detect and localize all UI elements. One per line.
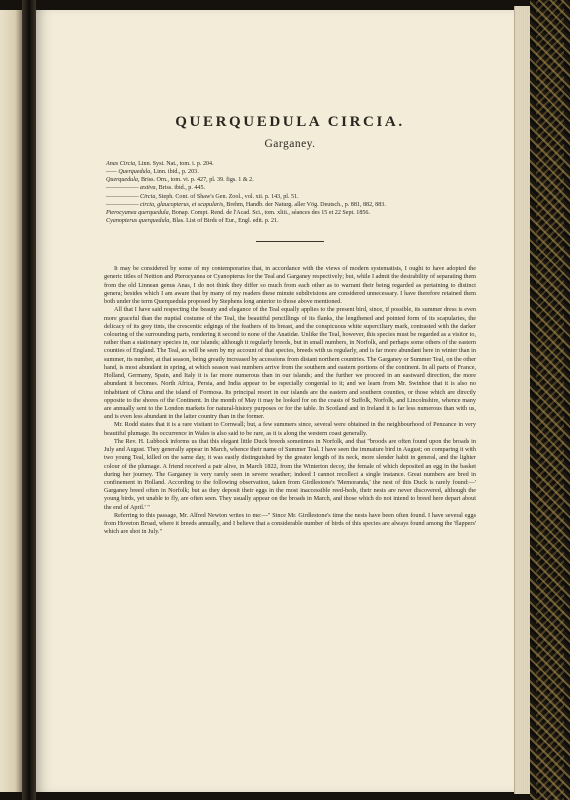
synonym-reference: Briss. ibid., p. 445. [157, 185, 206, 192]
synonym-name: Anas Circia, [106, 161, 137, 167]
book-gutter [22, 0, 36, 800]
paragraph: Referring to this passage, Mr. Alfred Newton writes to me:—" Since Mr. Girdlestone's time the nests have been often found. I have several eggs from Hoveton Broad, where it breeds annually, and I believe that a considerable number of birds of this species are always found among the 'flappers' which are shot in July." [104, 511, 476, 536]
marbled-cover [530, 0, 570, 800]
facing-page-edge [0, 10, 22, 792]
synonym-entry [106, 193, 478, 201]
synonym-entry [106, 217, 478, 225]
synonym-reference: Linn. ibid., p. 203. [151, 169, 199, 176]
page-content [104, 114, 476, 536]
section-divider [256, 241, 324, 242]
synonym-name: Pterocyanea querquedula, [106, 209, 171, 216]
synonym-name: —— Querquedula, [106, 169, 152, 176]
synonym-reference: Linn. Syst. Nat., tom. i. p. 204. [136, 161, 214, 167]
synonymy-list [106, 160, 478, 225]
synonym-name: —————— Circia, [106, 193, 157, 200]
synonym-entry [106, 184, 478, 192]
paragraph: It may be considered by some of my contemporaries that, in accordance with the views of modern systematists, I ought to have adopted the generic titles of Nettion and Pterocyanea or Cyanopterus for the Teal and Garganey respectively; but, while I admit the desirability of separating them from the old Linnean genus Anas, I do not think they differ so much from each other as to warrant their being regarded as pertaining to distinct genera; besides which I am aware that by many of my readers these minute subdivisions are considered unnecessary. I have therefore retained them both under the term Querquedula proposed by Stephens long anterior to those above mentioned. [104, 265, 476, 306]
synonym-entry [106, 209, 478, 217]
synonym-reference: Blas. List of Birds of Eur., Engl. edit. p. 21. [170, 218, 279, 225]
synonym-entry [106, 160, 478, 168]
synonym-reference: Steph. Cont. of Shaw's Gen. Zool., vol. xii. p. 143, pl. 51. [156, 193, 299, 200]
synonym-entry [106, 168, 478, 176]
paragraph: The Rev. H. Lubbock informs us that this elegant little Duck breeds sometimes in Norfolk, and that "broods are often found upon the broads in July and August. They generally appear in March, whence their name of Summer Teal. I have seen the immature bird in August; on comparing it with two young Teal, killed on the same day, it was easily distinguished by the greater length of its neck, more slender habit in general, and the lighter colour of the plumage. A friend received a pair alive, in March 1822, from the Winterton decoy, the female of which deposited an egg in the basket during her journey. The Garganey is very rarely seen in severe weather; indeed I cannot recollect a single instance. Great numbers are bred in confinement in Holland. According to the following observation, taken from Girdlestone's 'Memoranda,' the nest of this Duck is rarely found:—' Garganey breed often in Norfolk; but as they deposit their eggs in the most inaccessible reed-beds, their nests are never discovered, although the young birds, yet unable to fly, are often seen. They usually appear on the broads in March, and those which do not intend to breed here depart about the end of April.' " [104, 437, 476, 511]
synonym-name: —————— æstiva, [106, 185, 158, 192]
synonym-entry [106, 201, 478, 209]
paragraph: All that I have said respecting the beauty and elegance of the Teal equally applies to the present bird, since, if possible, its summer dress is even more graceful than the nuptial costume of the Teal, the beautiful pencillings of its flanks, the lengthened and pointed form of its scapularies, the delicacy of its grey tints, the crescentic edgings of the feathers of its breast, and the conspicuous white superciliary mark, contrasted with the darker colouring of the surrounding parts, rendering it second to none of the Anatidæ. Unlike the Teal, however, this species must be regarded as a visitor to, rather than a stationary species in, our islands; although it regularly breeds, but in small numbers, in Norfolk, and perhaps some others of the eastern counties of England. The Teal, as will be seen by my account of that species, breeds with us regularly, and is far more abundant here in winter than in summer, its number, at that season, being greatly increased by accessions from distant northern countries. The Garganey or Summer Teal, on the other hand, is most abundant in spring, at which season vast numbers arrive from the southern and eastern portions of the continent. In all parts of France, Holland, Germany, Spain, and Italy it is far more numerous than in our islands; and the further we proceed in an eastward direction, the more abundant it becomes. North Africa, Persia, and India appear to be especially congenial to it; and we learn from Mr. Swinhoe that it is also no inhabitant of China and the island of Formosa. Its principal resort in our islands are the eastern and southern counties, or those which are directly opposite to the shores of the Continent. In the month of May it may be looked for on the coasts of Suffolk, Norfolk, and Lincolnshire, whence many are annually sent to the London markets for natural-history purposes or for the table. In Scotland and in Ireland it is far less numerous than with us, and is even less abundant in the latter country than in the former. [104, 306, 476, 421]
synonym-reference: Brehm, Handb. der Naturg. aller Vög. Deutsch., p. 881, 882, 883. [224, 201, 386, 208]
synonym-reference: Bonap. Compt. Rend. de l'Acad. Sci., tom. xliii., séances des 15 et 22 Sept. 1856. [170, 209, 370, 216]
body-text [104, 265, 476, 536]
common-name: Garganey. [264, 138, 316, 150]
paragraph: Mr. Rodd states that it is a rare visitant to Cornwall; but, a few summers since, several were obtained in the neighbourhood of Penzance in very beautiful plumage. Its occurrence in Wales is also said to be rare, as it is along the western coast generally. [104, 421, 476, 437]
synonym-name: Querquedula, [106, 177, 140, 184]
synonym-name: Cyanopterus querquedula, [106, 218, 171, 225]
synonym-reference: Briss. Orn., tom. vi. p. 427, pl. 39. figs. 1 & 2. [139, 177, 254, 184]
synonym-entry [106, 176, 478, 184]
species-title: QUERQUEDULA CIRCIA. [175, 114, 405, 130]
synonym-name: —————— circia, glaucopterus, et scapularis, [106, 201, 225, 208]
